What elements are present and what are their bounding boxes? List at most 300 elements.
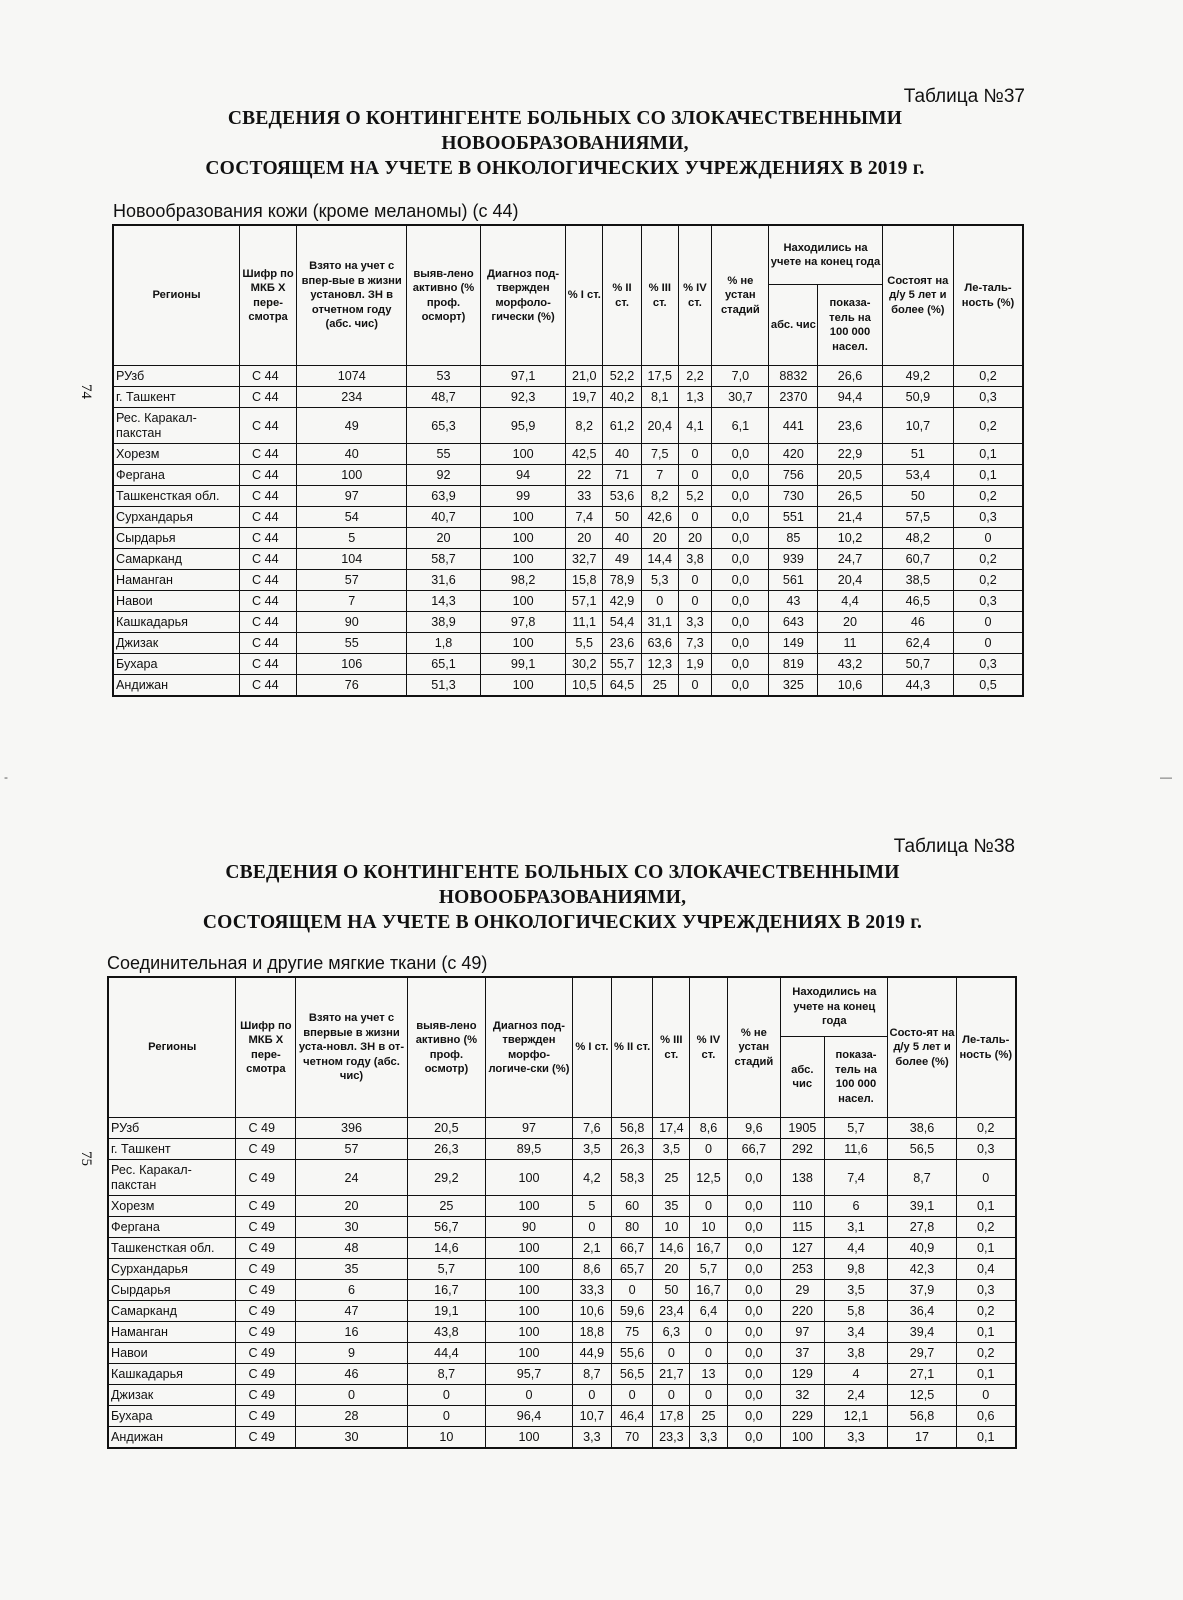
- cell-stage-1: 21,0: [566, 366, 603, 387]
- header-lethality: Ле-таль-ность (%): [954, 225, 1023, 366]
- cell-stage-4: 5,2: [678, 486, 712, 507]
- cell-confirmed: 97,1: [480, 366, 566, 387]
- cell-detected: 20: [407, 528, 480, 549]
- cell-code: С 44: [240, 528, 297, 549]
- cell-no-stage: 0,0: [727, 1322, 781, 1343]
- cell-stage-2: 52,2: [603, 366, 642, 387]
- cell-lethality: 0,5: [954, 675, 1023, 697]
- cell-detected: 92: [407, 465, 480, 486]
- cell-code: С 44: [240, 486, 297, 507]
- cell-per-100k: 6: [824, 1196, 888, 1217]
- cell-per-100k: 24,7: [818, 549, 882, 570]
- cell-lethality: 0,3: [956, 1280, 1016, 1301]
- cell-stage-3: 14,4: [641, 549, 678, 570]
- cell-lethality: 0,2: [956, 1217, 1016, 1238]
- cell-stage-2: 66,7: [611, 1238, 652, 1259]
- cell-taken: 47: [296, 1301, 407, 1322]
- cell-stage-2: 60: [611, 1196, 652, 1217]
- cell-abs: 292: [781, 1139, 824, 1160]
- cell-taken: 97: [297, 486, 407, 507]
- cell-detected: 5,7: [407, 1259, 485, 1280]
- cell-stage-1: 10,5: [566, 675, 603, 697]
- cell-confirmed: 100: [480, 591, 566, 612]
- cell-abs: 730: [769, 486, 818, 507]
- cell-region: Наманган: [108, 1322, 236, 1343]
- cell-five-years: 17: [888, 1427, 956, 1449]
- cell-no-stage: 6,1: [712, 408, 769, 444]
- cell-abs: 253: [781, 1259, 824, 1280]
- cell-region: Бухара: [113, 654, 240, 675]
- cell-stage-3: 20,4: [641, 408, 678, 444]
- cell-region: Навои: [113, 591, 240, 612]
- header-stage-3: % III ст.: [653, 977, 690, 1118]
- table-block-38: [100, 836, 1025, 1449]
- cell-stage-4: 0: [678, 465, 712, 486]
- cell-code: С 44: [240, 366, 297, 387]
- header-per-100k: показа-тель на 100 000 насел.: [824, 1037, 888, 1118]
- cell-per-100k: 7,4: [824, 1160, 888, 1196]
- cell-confirmed: 96,4: [486, 1406, 573, 1427]
- header-no-stage: % не устан стадий: [727, 977, 781, 1118]
- cell-lethality: 0: [954, 528, 1023, 549]
- cell-confirmed: 100: [486, 1238, 573, 1259]
- cell-code: С 49: [236, 1259, 296, 1280]
- cell-confirmed: 100: [486, 1343, 573, 1364]
- cell-stage-2: 26,3: [611, 1139, 652, 1160]
- cell-abs: 29: [781, 1280, 824, 1301]
- cell-region: Сурхандарья: [113, 507, 240, 528]
- cell-stage-2: 64,5: [603, 675, 642, 697]
- cell-five-years: 12,5: [888, 1385, 956, 1406]
- cell-per-100k: 20,5: [818, 465, 882, 486]
- cell-five-years: 27,1: [888, 1364, 956, 1385]
- header-region: Регионы: [108, 977, 236, 1118]
- cell-taken: 100: [297, 465, 407, 486]
- cell-code: С 44: [240, 633, 297, 654]
- cell-confirmed: 100: [486, 1301, 573, 1322]
- cell-abs: 32: [781, 1385, 824, 1406]
- cell-per-100k: 23,6: [818, 408, 882, 444]
- cell-confirmed: 95,9: [480, 408, 566, 444]
- table-row: [108, 1238, 1016, 1259]
- cell-detected: 63,9: [407, 486, 480, 507]
- cell-stage-4: 6,4: [690, 1301, 727, 1322]
- cell-detected: 8,7: [407, 1364, 485, 1385]
- cell-stage-2: 23,6: [603, 633, 642, 654]
- cell-lethality: 0,3: [954, 654, 1023, 675]
- cell-stage-3: 31,1: [641, 612, 678, 633]
- table-subtitle: Соединительная и другие мягкие ткани (с 49): [107, 953, 488, 973]
- header-detected: выяв-лено активно (% проф. осмотр): [407, 977, 485, 1118]
- cell-taken: 40: [297, 444, 407, 465]
- table-block-37: [105, 86, 1025, 697]
- cell-stage-1: 15,8: [566, 570, 603, 591]
- header-per-100k: показа-тель на 100 000 насел.: [818, 285, 882, 366]
- cell-region: РУзб: [108, 1118, 236, 1139]
- cell-region: Рес. Каракал-пакстан: [108, 1160, 236, 1196]
- cell-code: С 44: [240, 570, 297, 591]
- cell-lethality: 0,4: [956, 1259, 1016, 1280]
- cell-stage-1: 10,7: [572, 1406, 611, 1427]
- cell-five-years: 50,7: [882, 654, 953, 675]
- cell-taken: 57: [297, 570, 407, 591]
- cell-five-years: 48,2: [882, 528, 953, 549]
- cell-detected: 31,6: [407, 570, 480, 591]
- cell-stage-3: 8,1: [641, 387, 678, 408]
- cell-stage-4: 0: [678, 591, 712, 612]
- cell-confirmed: 100: [480, 549, 566, 570]
- cell-taken: 20: [296, 1196, 407, 1217]
- cell-abs: 149: [769, 633, 818, 654]
- cell-region: Хорезм: [108, 1196, 236, 1217]
- cell-no-stage: 66,7: [727, 1139, 781, 1160]
- cell-five-years: 51: [882, 444, 953, 465]
- cell-confirmed: 100: [480, 675, 566, 697]
- header-abs: абс. чис: [769, 285, 818, 366]
- table-label: Таблица №38: [893, 836, 1015, 857]
- cell-region: Сырдарья: [108, 1280, 236, 1301]
- table-row: [113, 612, 1023, 633]
- cell-taken: 30: [296, 1217, 407, 1238]
- cell-stage-4: 7,3: [678, 633, 712, 654]
- cell-stage-1: 30,2: [566, 654, 603, 675]
- cell-code: С 44: [240, 408, 297, 444]
- cell-no-stage: 0,0: [712, 507, 769, 528]
- cell-abs: 551: [769, 507, 818, 528]
- cell-stage-4: 3,8: [678, 549, 712, 570]
- cell-no-stage: 0,0: [712, 465, 769, 486]
- cell-abs: 115: [781, 1217, 824, 1238]
- cell-detected: 38,9: [407, 612, 480, 633]
- cell-code: С 44: [240, 507, 297, 528]
- cell-detected: 48,7: [407, 387, 480, 408]
- cell-confirmed: 90: [486, 1217, 573, 1238]
- cell-region: Сурхандарья: [108, 1259, 236, 1280]
- cell-code: С 49: [236, 1322, 296, 1343]
- cell-five-years: 44,3: [882, 675, 953, 697]
- cell-abs: 97: [781, 1322, 824, 1343]
- cell-stage-1: 7,6: [572, 1118, 611, 1139]
- cell-stage-3: 0: [653, 1343, 690, 1364]
- cell-abs: 420: [769, 444, 818, 465]
- cell-lethality: 0,2: [956, 1343, 1016, 1364]
- cell-stage-2: 75: [611, 1322, 652, 1343]
- cell-per-100k: 5,7: [824, 1118, 888, 1139]
- cell-stage-2: 0: [611, 1385, 652, 1406]
- cell-no-stage: 0,0: [727, 1343, 781, 1364]
- cell-stage-2: 56,5: [611, 1364, 652, 1385]
- cell-stage-1: 33,3: [572, 1280, 611, 1301]
- cell-region: Ташкенсткая обл.: [113, 486, 240, 507]
- cell-detected: 14,3: [407, 591, 480, 612]
- cell-region: РУзб: [113, 366, 240, 387]
- cell-lethality: 0,2: [954, 486, 1023, 507]
- cell-taken: 16: [296, 1322, 407, 1343]
- cell-stage-4: 1,3: [678, 387, 712, 408]
- cell-stage-3: 17,4: [653, 1118, 690, 1139]
- table-row: [108, 1427, 1016, 1449]
- cell-abs: 819: [769, 654, 818, 675]
- cell-per-100k: 2,4: [824, 1385, 888, 1406]
- cell-stage-4: 13: [690, 1364, 727, 1385]
- cell-lethality: 0,2: [954, 549, 1023, 570]
- cell-per-100k: 26,6: [818, 366, 882, 387]
- cell-confirmed: 97,8: [480, 612, 566, 633]
- cell-per-100k: 11: [818, 633, 882, 654]
- cell-no-stage: 0,0: [712, 570, 769, 591]
- cell-lethality: 0,1: [956, 1238, 1016, 1259]
- cell-stage-1: 8,6: [572, 1259, 611, 1280]
- cell-stage-3: 23,3: [653, 1427, 690, 1449]
- table-row: [108, 1343, 1016, 1364]
- cell-stage-4: 0: [690, 1196, 727, 1217]
- header-no-stage: % не устан стадий: [712, 225, 769, 366]
- cell-region: Ташкенсткая обл.: [108, 1238, 236, 1259]
- cell-taken: 48: [296, 1238, 407, 1259]
- cell-no-stage: 0,0: [712, 486, 769, 507]
- cell-stage-4: 0: [690, 1322, 727, 1343]
- cell-taken: 35: [296, 1259, 407, 1280]
- table-row: [113, 633, 1023, 654]
- header-abs: абс. чис: [781, 1037, 824, 1118]
- cell-stage-3: 17,5: [641, 366, 678, 387]
- table-row: [113, 387, 1023, 408]
- cell-stage-2: 40,2: [603, 387, 642, 408]
- cell-no-stage: 0,0: [727, 1406, 781, 1427]
- cell-five-years: 50,9: [882, 387, 953, 408]
- cell-code: С 49: [236, 1280, 296, 1301]
- header-stage-2: % II ст.: [603, 225, 642, 366]
- table-row: [113, 528, 1023, 549]
- table-row: [108, 1364, 1016, 1385]
- cell-five-years: 56,5: [888, 1139, 956, 1160]
- cell-stage-1: 8,7: [572, 1364, 611, 1385]
- cell-stage-2: 55,6: [611, 1343, 652, 1364]
- cell-stage-3: 0: [641, 591, 678, 612]
- table-row: [113, 507, 1023, 528]
- table-row: [108, 1217, 1016, 1238]
- cell-per-100k: 3,1: [824, 1217, 888, 1238]
- table-row: [108, 1301, 1016, 1322]
- cell-stage-4: 8,6: [690, 1118, 727, 1139]
- title-line-1: СВЕДЕНИЯ О КОНТИНГЕНТЕ БОЛЬНЫХ СО ЗЛОКАЧЕСТВЕННЫМИ НОВООБРАЗОВАНИЯМИ,: [225, 862, 900, 908]
- table-row: [113, 465, 1023, 486]
- cell-confirmed: 92,3: [480, 387, 566, 408]
- scan-mark: —: [1160, 770, 1172, 784]
- cell-abs: 8832: [769, 366, 818, 387]
- cell-no-stage: 0,0: [712, 633, 769, 654]
- cell-stage-3: 0: [653, 1385, 690, 1406]
- cell-stage-3: 25: [653, 1160, 690, 1196]
- cell-abs: 325: [769, 675, 818, 697]
- cell-stage-1: 11,1: [566, 612, 603, 633]
- data-table: [112, 224, 1024, 697]
- cell-five-years: 49,2: [882, 366, 953, 387]
- cell-five-years: 37,9: [888, 1280, 956, 1301]
- cell-stage-3: 8,2: [641, 486, 678, 507]
- cell-code: С 44: [240, 612, 297, 633]
- cell-stage-4: 5,7: [690, 1259, 727, 1280]
- header-taken: Взято на учет с впер-вые в жизни установл. ЗН в отчетном году (абс. чис): [297, 225, 407, 366]
- cell-per-100k: 26,5: [818, 486, 882, 507]
- cell-stage-2: 0: [611, 1280, 652, 1301]
- cell-stage-3: 50: [653, 1280, 690, 1301]
- header-end-of-year: Находились на учете на конец года: [769, 225, 882, 285]
- table-row: [113, 570, 1023, 591]
- cell-stage-3: 42,6: [641, 507, 678, 528]
- cell-stage-4: 20: [678, 528, 712, 549]
- cell-five-years: 57,5: [882, 507, 953, 528]
- cell-code: С 44: [240, 549, 297, 570]
- header-code: Шифр по МКБ X пере-смотра: [240, 225, 297, 366]
- cell-region: Самарканд: [113, 549, 240, 570]
- cell-no-stage: 0,0: [727, 1427, 781, 1449]
- cell-no-stage: 0,0: [727, 1259, 781, 1280]
- cell-stage-2: 40: [603, 528, 642, 549]
- cell-no-stage: 7,0: [712, 366, 769, 387]
- cell-region: Андижан: [108, 1427, 236, 1449]
- cell-detected: 29,2: [407, 1160, 485, 1196]
- cell-stage-2: 70: [611, 1427, 652, 1449]
- header-five-years: Состо-ят на д/у 5 лет и более (%): [888, 977, 956, 1118]
- cell-per-100k: 94,4: [818, 387, 882, 408]
- cell-region: Кашкадарья: [113, 612, 240, 633]
- cell-stage-4: 0: [678, 570, 712, 591]
- cell-code: С 44: [240, 675, 297, 697]
- data-table: [107, 976, 1017, 1449]
- cell-lethality: 0: [954, 612, 1023, 633]
- cell-abs: 37: [781, 1343, 824, 1364]
- cell-confirmed: 95,7: [486, 1364, 573, 1385]
- cell-lethality: 0,6: [956, 1406, 1016, 1427]
- cell-abs: 441: [769, 408, 818, 444]
- cell-no-stage: 0,0: [712, 654, 769, 675]
- cell-code: С 44: [240, 591, 297, 612]
- cell-detected: 25: [407, 1196, 485, 1217]
- header-confirmed: Диагноз под-твержден морфо-логиче-ски (%): [486, 977, 573, 1118]
- cell-stage-1: 57,1: [566, 591, 603, 612]
- cell-lethality: 0,2: [954, 408, 1023, 444]
- cell-region: Самарканд: [108, 1301, 236, 1322]
- header-region: Регионы: [113, 225, 240, 366]
- cell-detected: 26,3: [407, 1139, 485, 1160]
- cell-lethality: 0,3: [956, 1139, 1016, 1160]
- cell-no-stage: 0,0: [727, 1364, 781, 1385]
- cell-no-stage: 0,0: [712, 612, 769, 633]
- cell-per-100k: 3,3: [824, 1427, 888, 1449]
- cell-taken: 57: [296, 1139, 407, 1160]
- cell-five-years: 38,5: [882, 570, 953, 591]
- cell-stage-2: 46,4: [611, 1406, 652, 1427]
- cell-code: С 44: [240, 444, 297, 465]
- cell-taken: 24: [296, 1160, 407, 1196]
- cell-confirmed: 100: [486, 1427, 573, 1449]
- cell-stage-3: 20: [641, 528, 678, 549]
- cell-lethality: 0,1: [956, 1427, 1016, 1449]
- cell-stage-2: 65,7: [611, 1259, 652, 1280]
- cell-confirmed: 0: [486, 1385, 573, 1406]
- cell-stage-3: 25: [641, 675, 678, 697]
- cell-confirmed: 100: [480, 633, 566, 654]
- cell-stage-2: 61,2: [603, 408, 642, 444]
- cell-lethality: 0,1: [954, 444, 1023, 465]
- cell-abs: 561: [769, 570, 818, 591]
- cell-taken: 104: [297, 549, 407, 570]
- cell-abs: 643: [769, 612, 818, 633]
- table-row: [113, 549, 1023, 570]
- cell-stage-1: 32,7: [566, 549, 603, 570]
- cell-stage-3: 5,3: [641, 570, 678, 591]
- cell-per-100k: 9,8: [824, 1259, 888, 1280]
- cell-confirmed: 99,1: [480, 654, 566, 675]
- cell-five-years: 27,8: [888, 1217, 956, 1238]
- cell-detected: 10: [407, 1427, 485, 1449]
- cell-taken: 46: [296, 1364, 407, 1385]
- cell-abs: 138: [781, 1160, 824, 1196]
- cell-stage-4: 16,7: [690, 1280, 727, 1301]
- cell-taken: 55: [297, 633, 407, 654]
- cell-region: Фергана: [108, 1217, 236, 1238]
- cell-per-100k: 12,1: [824, 1406, 888, 1427]
- cell-region: г. Ташкент: [108, 1139, 236, 1160]
- cell-stage-3: 6,3: [653, 1322, 690, 1343]
- table-row: [108, 1406, 1016, 1427]
- cell-stage-1: 0: [572, 1217, 611, 1238]
- cell-no-stage: 0,0: [727, 1280, 781, 1301]
- cell-stage-2: 40: [603, 444, 642, 465]
- cell-stage-1: 7,4: [566, 507, 603, 528]
- table-row: [113, 366, 1023, 387]
- cell-confirmed: 100: [486, 1322, 573, 1343]
- page-number: 74: [78, 384, 94, 399]
- cell-abs: 220: [781, 1301, 824, 1322]
- cell-code: С 49: [236, 1217, 296, 1238]
- cell-stage-3: 3,5: [653, 1139, 690, 1160]
- cell-region: Рес. Каракал-пакстан: [113, 408, 240, 444]
- cell-stage-2: 80: [611, 1217, 652, 1238]
- header-stage-1: % I ст.: [572, 977, 611, 1118]
- cell-lethality: 0,1: [956, 1364, 1016, 1385]
- cell-stage-1: 19,7: [566, 387, 603, 408]
- header-five-years: Состоят на д/у 5 лет и более (%): [882, 225, 953, 366]
- cell-per-100k: 22,9: [818, 444, 882, 465]
- cell-stage-4: 3,3: [678, 612, 712, 633]
- cell-per-100k: 10,6: [818, 675, 882, 697]
- cell-per-100k: 4,4: [818, 591, 882, 612]
- cell-five-years: 39,1: [888, 1196, 956, 1217]
- cell-no-stage: 0,0: [727, 1301, 781, 1322]
- cell-stage-4: 0: [690, 1139, 727, 1160]
- cell-code: С 49: [236, 1118, 296, 1139]
- cell-stage-4: 4,1: [678, 408, 712, 444]
- cell-confirmed: 97: [486, 1118, 573, 1139]
- table-row: [113, 654, 1023, 675]
- title-line-2: СОСТОЯЩЕМ НА УЧЕТЕ В ОНКОЛОГИЧЕСКИХ УЧРЕЖДЕНИЯХ В 2019 г.: [202, 912, 923, 933]
- cell-taken: 106: [297, 654, 407, 675]
- cell-taken: 396: [296, 1118, 407, 1139]
- cell-no-stage: 0,0: [727, 1196, 781, 1217]
- cell-taken: 5: [297, 528, 407, 549]
- cell-taken: 90: [297, 612, 407, 633]
- cell-five-years: 46: [882, 612, 953, 633]
- cell-five-years: 42,3: [888, 1259, 956, 1280]
- cell-stage-2: 55,7: [603, 654, 642, 675]
- cell-abs: 2370: [769, 387, 818, 408]
- cell-detected: 20,5: [407, 1118, 485, 1139]
- cell-confirmed: 94: [480, 465, 566, 486]
- cell-stage-4: 0: [678, 444, 712, 465]
- cell-taken: 7: [297, 591, 407, 612]
